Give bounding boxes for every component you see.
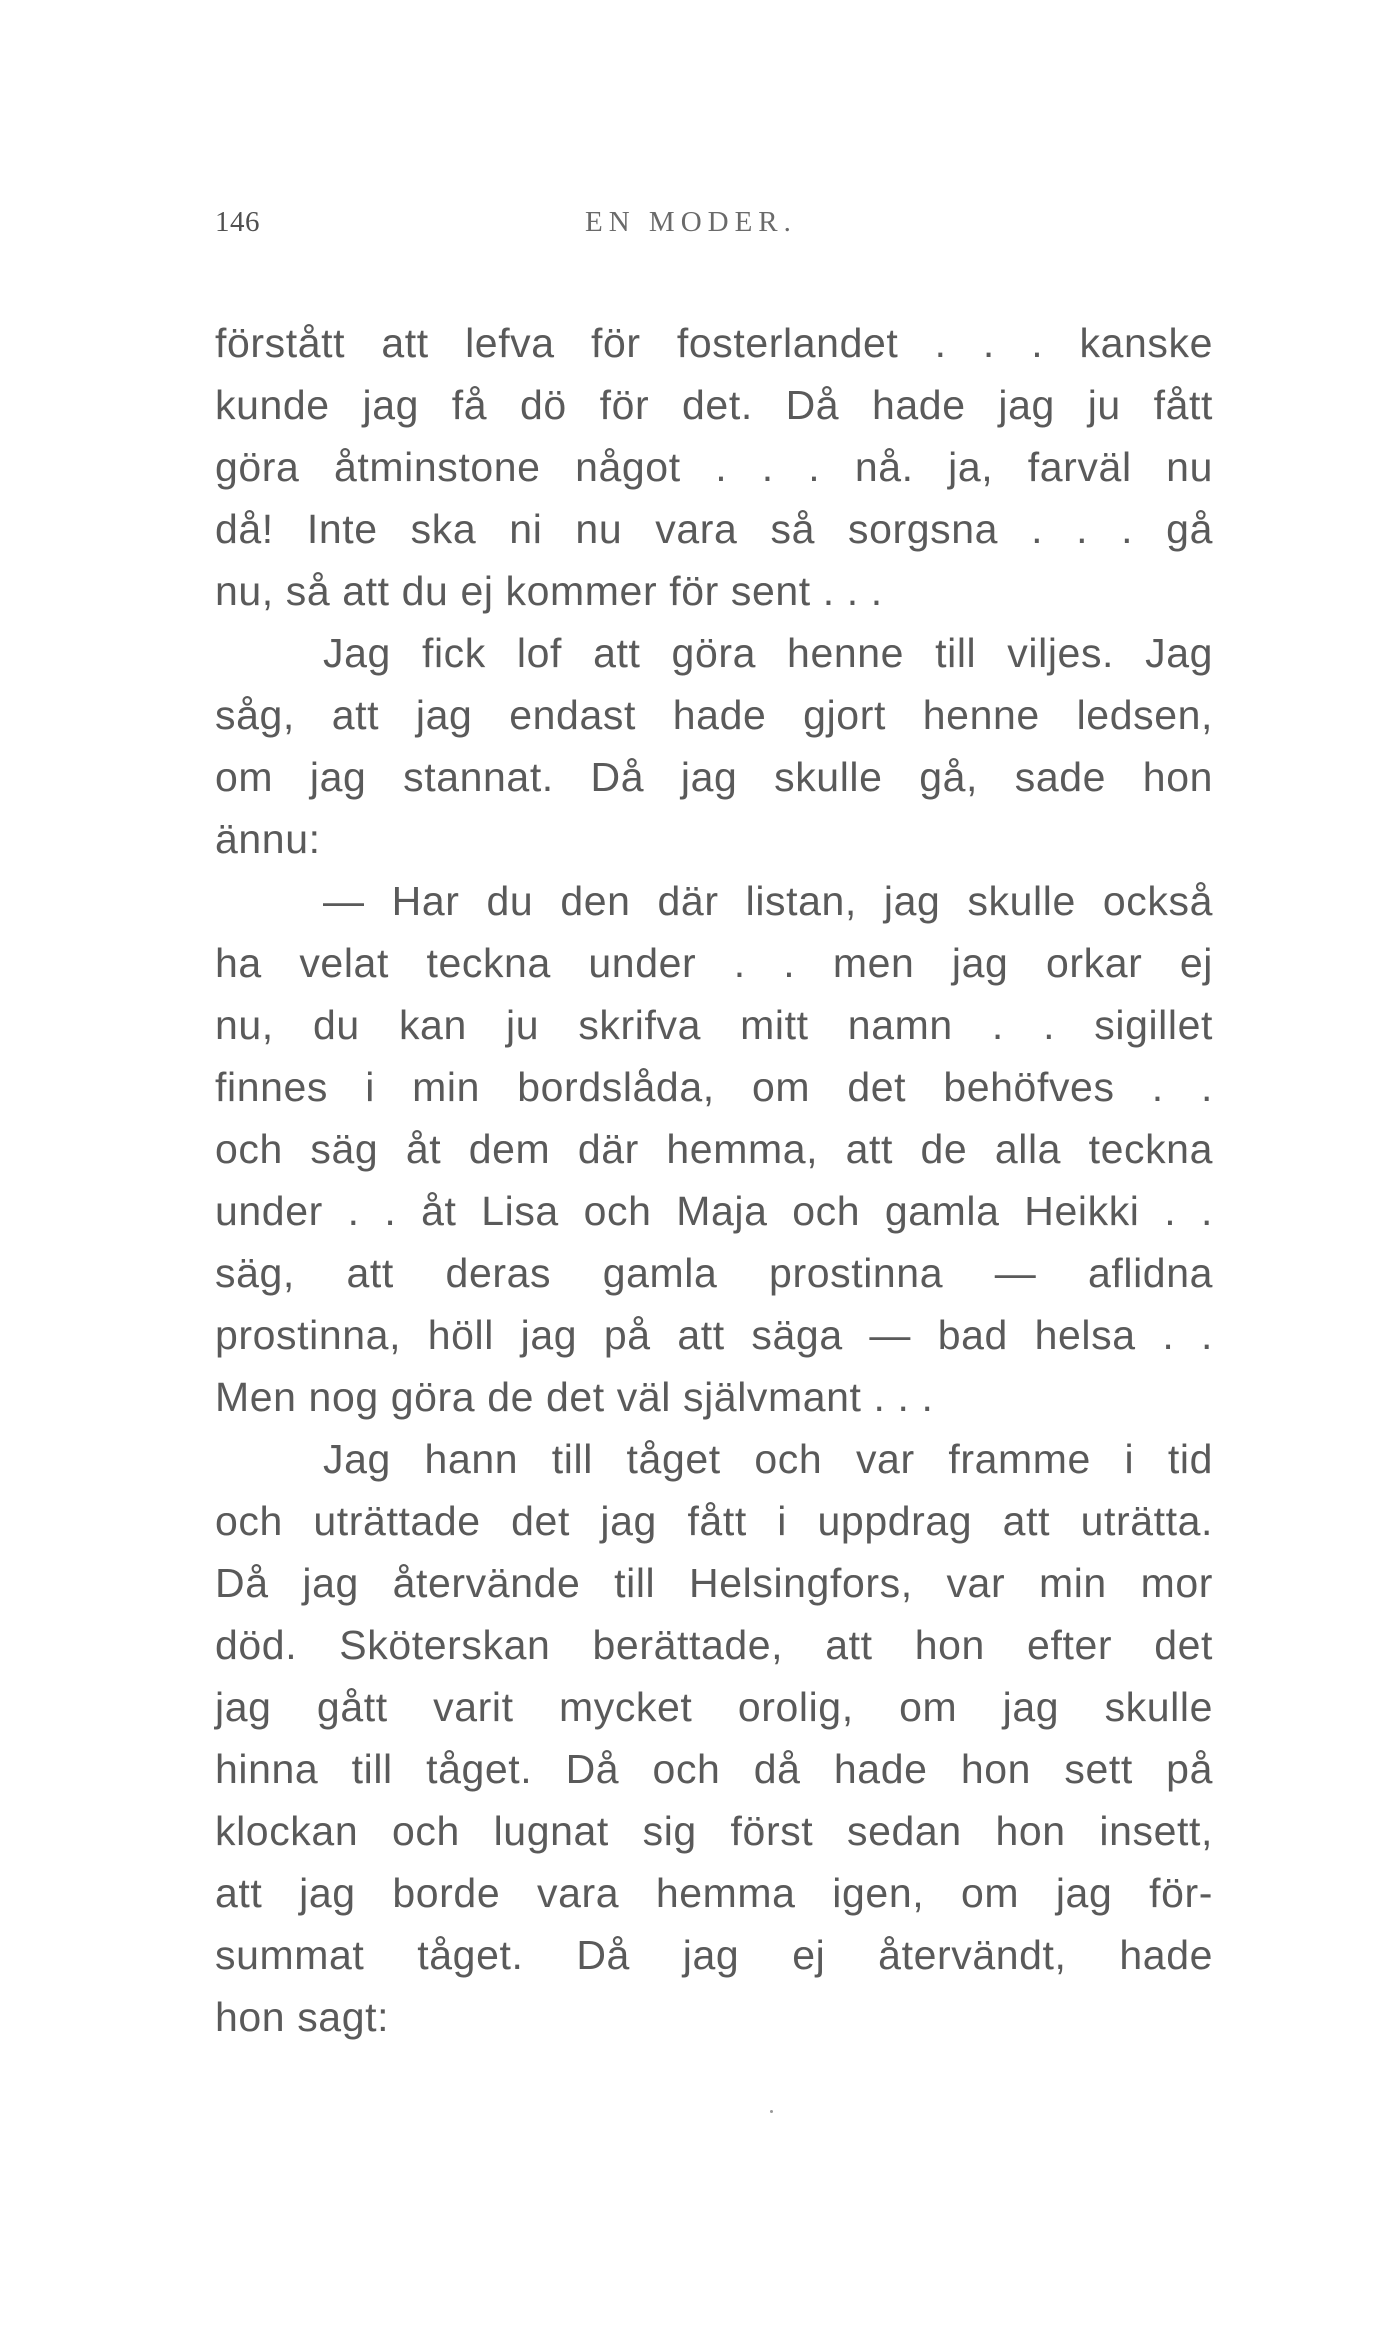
text-line: göra åtminstone något . . . nå. ja, farväl nu bbox=[215, 444, 1213, 490]
text-line: och uträttade det jag fått i uppdrag att uträtta. bbox=[215, 1498, 1213, 1544]
text-line: nu, du kan ju skrifva mitt namn . . sigillet bbox=[215, 1002, 1213, 1048]
text-line: klockan och lugnat sig först sedan hon insett, bbox=[215, 1808, 1213, 1854]
text-line: ha velat teckna under . . men jag orkar ej bbox=[215, 940, 1213, 986]
text-line: ännu: bbox=[215, 816, 321, 862]
text-line: förstått att lefva för fosterlandet . . . kanske bbox=[215, 320, 1213, 366]
text-line: Då jag återvände till Helsingfors, var min mor bbox=[215, 1560, 1213, 1606]
text-line: Jag fick lof att göra henne till viljes. Jag bbox=[323, 630, 1213, 676]
text-line: död. Sköterskan berättade, att hon efter det bbox=[215, 1622, 1213, 1668]
body-text bbox=[215, 312, 1213, 2048]
text-line: jag gått varit mycket orolig, om jag skulle bbox=[215, 1684, 1213, 1730]
running-title: EN MODER. bbox=[585, 206, 797, 238]
text-line: nu, så att du ej kommer för sent . . . bbox=[215, 568, 883, 614]
text-line: att jag borde vara hemma igen, om jag för- bbox=[215, 1870, 1213, 1916]
text-line: under . . åt Lisa och Maja och gamla Heikki . . bbox=[215, 1188, 1213, 1234]
text-line: hinna till tåget. Då och då hade hon sett på bbox=[215, 1746, 1213, 1792]
text-line: — Har du den där listan, jag skulle också bbox=[323, 878, 1213, 924]
text-line: och säg åt dem där hemma, att de alla teckna bbox=[215, 1126, 1213, 1172]
text-line: hon sagt: bbox=[215, 1994, 390, 2040]
page-number: 146 bbox=[215, 206, 260, 238]
text-line: såg, att jag endast hade gjort henne ledsen, bbox=[215, 692, 1213, 738]
running-head bbox=[215, 206, 1215, 246]
text-line: kunde jag få dö för det. Då hade jag ju fått bbox=[215, 382, 1213, 428]
text-line: Jag hann till tåget och var framme i tid bbox=[323, 1436, 1213, 1482]
text-line: finnes i min bordslåda, om det behöfves . . bbox=[215, 1064, 1213, 1110]
text-line: Men nog göra de det väl självmant . . . bbox=[215, 1374, 934, 1420]
text-line: om jag stannat. Då jag skulle gå, sade hon bbox=[215, 754, 1213, 800]
text-line: då! Inte ska ni nu vara så sorgsna . . . gå bbox=[215, 506, 1213, 552]
print-speck bbox=[770, 2110, 773, 2113]
text-line: summat tåget. Då jag ej återvändt, hade bbox=[215, 1932, 1213, 1978]
text-line: prostinna, höll jag på att säga — bad helsa . . bbox=[215, 1312, 1213, 1358]
text-line: säg, att deras gamla prostinna — aflidna bbox=[215, 1250, 1213, 1296]
